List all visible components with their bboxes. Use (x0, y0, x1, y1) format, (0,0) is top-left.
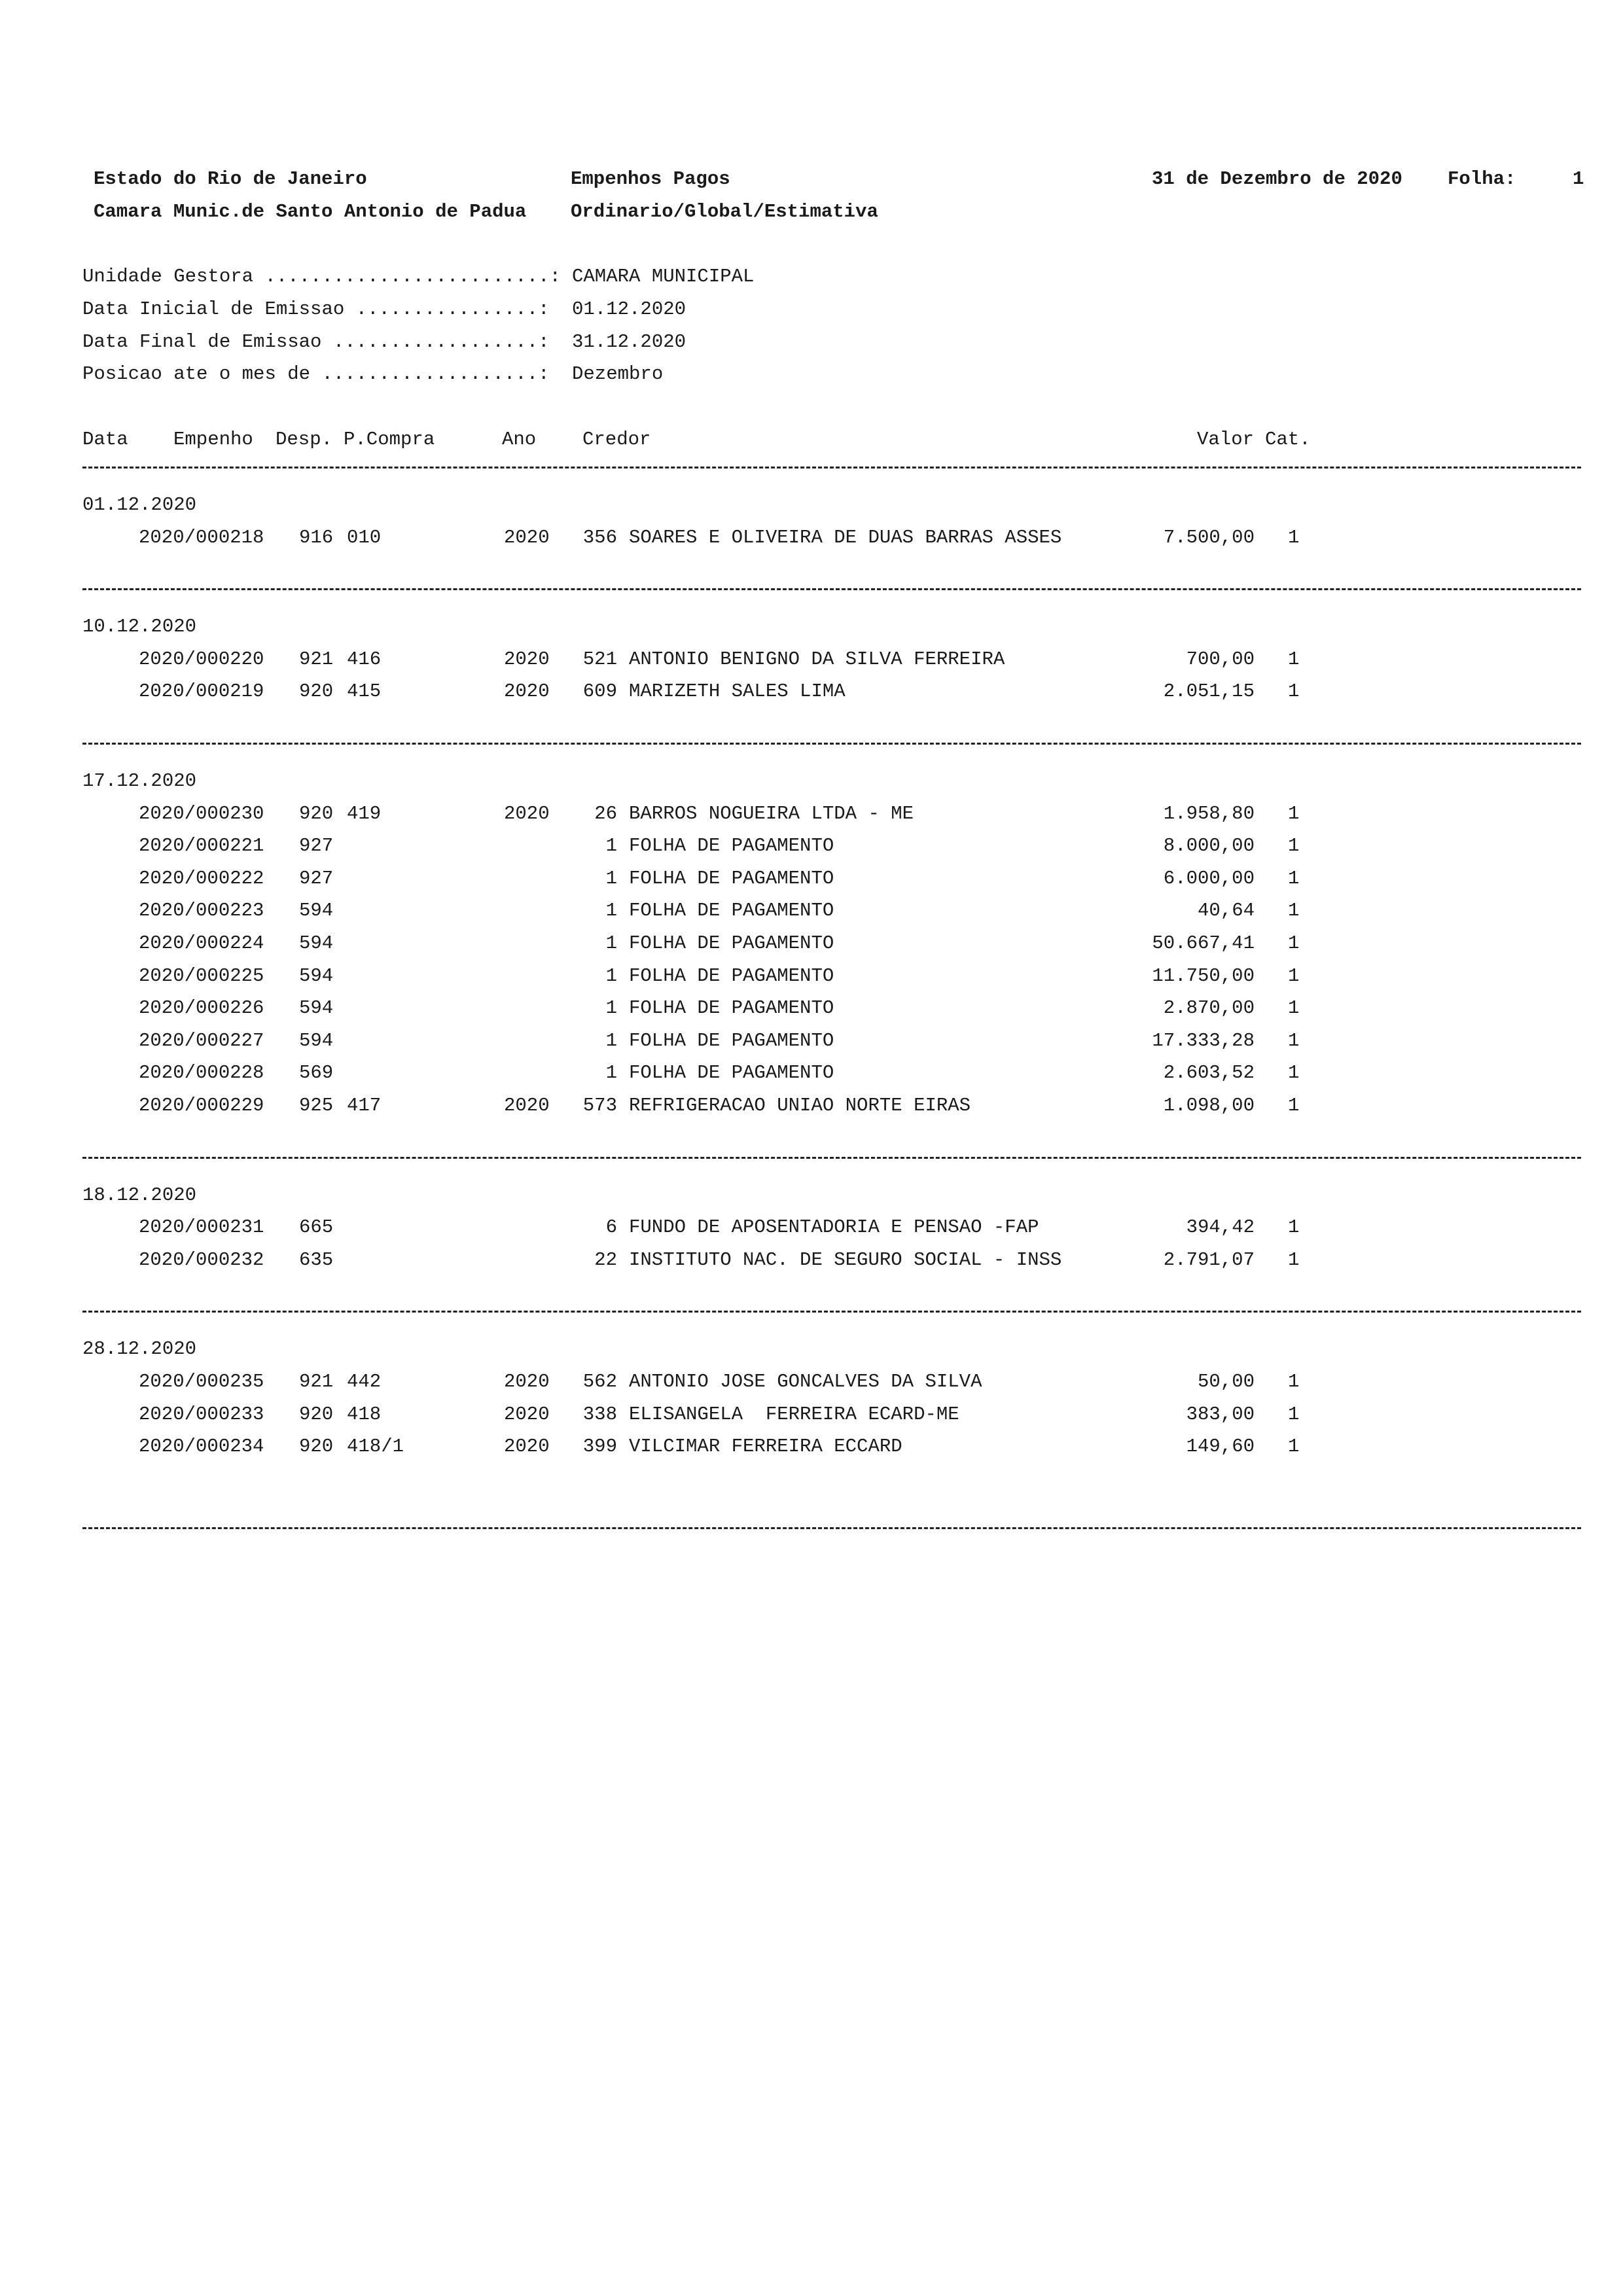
row-cat: 1 (1288, 1216, 1300, 1239)
row-empenho: 2020/000233 (139, 1403, 264, 1425)
row-cat: 1 (1288, 680, 1300, 703)
row-valor: 17.333,28 (1152, 1029, 1255, 1051)
param-posicao-label: Posicao ate o mes de ...................: (82, 363, 550, 385)
row-valor: 1.098,00 (1163, 1095, 1255, 1116)
group-date: 17.12.2020 (82, 770, 197, 792)
row-ano: 2020 (504, 1371, 550, 1392)
row-credor: REFRIGERACAO UNIAO NORTE EIRAS (629, 1095, 971, 1116)
row-cat: 1 (1288, 1248, 1300, 1271)
row-empenho: 2020/000218 (139, 526, 264, 548)
row-pcompra: 418 (347, 1403, 382, 1425)
report-date: 31 de Dezembro de 2020 (1152, 168, 1402, 190)
row-credor-code: 1 (605, 997, 617, 1019)
row-empenho: 2020/000229 (139, 1095, 264, 1116)
col-data: Data (82, 429, 128, 450)
row-ano: 2020 (504, 1403, 550, 1425)
row-desp: 920 (299, 680, 334, 703)
row-valor: 40,64 (1197, 900, 1255, 922)
row-empenho: 2020/000228 (139, 1062, 264, 1084)
row-desp: 920 (299, 1436, 334, 1458)
row-cat: 1 (1288, 964, 1300, 987)
row-valor: 149,60 (1186, 1436, 1255, 1458)
row-pcompra: 010 (347, 526, 382, 548)
row-desp: 920 (299, 1403, 334, 1425)
row-valor: 2.603,52 (1163, 1062, 1255, 1084)
row-cat: 1 (1288, 526, 1300, 548)
row-valor: 2.791,07 (1163, 1248, 1255, 1271)
col-cat: Cat. (1265, 429, 1311, 450)
row-valor: 383,00 (1186, 1403, 1255, 1425)
row-cat: 1 (1288, 1403, 1300, 1425)
group-date: 28.12.2020 (82, 1338, 197, 1360)
group-date: 10.12.2020 (82, 616, 197, 638)
row-ano: 2020 (504, 648, 550, 670)
row-valor: 1.958,80 (1163, 802, 1255, 824)
row-credor: MARIZETH SALES LIMA (629, 680, 846, 703)
row-cat: 1 (1288, 1029, 1300, 1051)
dashed-separator (82, 1157, 1581, 1159)
dashed-separator (82, 467, 1581, 468)
row-valor: 394,42 (1186, 1216, 1255, 1239)
row-credor: VILCIMAR FERREIRA ECCARD (629, 1436, 902, 1458)
row-valor: 2.051,15 (1163, 680, 1255, 703)
param-unidade-value: CAMARA MUNICIPAL (572, 266, 755, 287)
row-cat: 1 (1288, 1436, 1300, 1458)
row-credor-code: 1 (605, 964, 617, 987)
row-credor: FOLHA DE PAGAMENTO (629, 964, 834, 987)
row-ano: 2020 (504, 1436, 550, 1458)
row-credor: FOLHA DE PAGAMENTO (629, 900, 834, 922)
row-valor: 50.667,41 (1152, 932, 1255, 954)
row-desp: 594 (299, 1029, 334, 1051)
row-credor: FOLHA DE PAGAMENTO (629, 1062, 834, 1084)
row-credor: FOLHA DE PAGAMENTO (629, 1029, 834, 1051)
row-desp: 569 (299, 1062, 334, 1084)
row-credor: ANTONIO BENIGNO DA SILVA FERREIRA (629, 648, 1005, 670)
group-date: 01.12.2020 (82, 494, 197, 516)
row-ano: 2020 (504, 1095, 550, 1116)
row-empenho: 2020/000223 (139, 900, 264, 922)
row-desp: 594 (299, 900, 334, 922)
row-credor: FUNDO DE APOSENTADORIA E PENSAO -FAP (629, 1216, 1039, 1239)
row-credor-code: 26 (594, 802, 617, 824)
dashed-separator (82, 588, 1581, 590)
row-credor: FOLHA DE PAGAMENTO (629, 997, 834, 1019)
row-empenho: 2020/000235 (139, 1371, 264, 1392)
row-empenho: 2020/000231 (139, 1216, 264, 1239)
row-cat: 1 (1288, 1062, 1300, 1084)
row-desp: 665 (299, 1216, 334, 1239)
row-desp: 920 (299, 802, 334, 824)
row-credor-code: 356 (582, 526, 617, 548)
row-credor-code: 1 (605, 900, 617, 922)
param-data-final-label: Data Final de Emissao ..................: (82, 331, 550, 353)
row-valor: 7.500,00 (1163, 526, 1255, 548)
dashed-separator (82, 1311, 1581, 1313)
row-valor: 50,00 (1197, 1371, 1255, 1392)
row-desp: 635 (299, 1248, 334, 1271)
row-empenho: 2020/000234 (139, 1436, 264, 1458)
row-cat: 1 (1288, 900, 1300, 922)
group-date: 18.12.2020 (82, 1184, 197, 1206)
row-credor-code: 22 (594, 1248, 617, 1271)
col-desp: Desp. (276, 429, 333, 450)
row-credor-code: 562 (582, 1371, 617, 1392)
entity-name: Camara Munic.de Santo Antonio de Padua (94, 201, 527, 222)
row-credor: BARROS NOGUEIRA LTDA - ME (629, 802, 914, 824)
row-desp: 921 (299, 648, 334, 670)
row-cat: 1 (1288, 1095, 1300, 1116)
row-pcompra: 416 (347, 648, 382, 670)
row-valor: 700,00 (1186, 648, 1255, 670)
row-pcompra: 442 (347, 1371, 382, 1392)
row-desp: 927 (299, 835, 334, 857)
row-ano: 2020 (504, 526, 550, 548)
row-credor: SOARES E OLIVEIRA DE DUAS BARRAS ASSES (629, 526, 1062, 548)
folha-label: Folha: (1448, 168, 1516, 190)
row-credor-code: 521 (582, 648, 617, 670)
row-credor: ELISANGELA FERREIRA ECARD-ME (629, 1403, 959, 1425)
row-desp: 921 (299, 1371, 334, 1392)
folha-number: 1 (1573, 168, 1584, 190)
row-credor-code: 1 (605, 1062, 617, 1084)
row-empenho: 2020/000224 (139, 932, 264, 954)
row-pcompra: 418/1 (347, 1436, 404, 1458)
row-credor-code: 1 (605, 835, 617, 857)
row-ano: 2020 (504, 680, 550, 703)
row-credor: FOLHA DE PAGAMENTO (629, 867, 834, 889)
row-pcompra: 419 (347, 802, 382, 824)
dashed-separator (82, 1527, 1581, 1529)
row-credor: FOLHA DE PAGAMENTO (629, 835, 834, 857)
report-title: Empenhos Pagos (571, 168, 730, 190)
row-valor: 2.870,00 (1163, 997, 1255, 1019)
row-credor-code: 6 (605, 1216, 617, 1239)
row-desp: 925 (299, 1095, 334, 1116)
row-credor-code: 609 (582, 680, 617, 703)
row-empenho: 2020/000227 (139, 1029, 264, 1051)
row-credor-code: 1 (605, 1029, 617, 1051)
row-valor: 8.000,00 (1163, 835, 1255, 857)
row-desp: 916 (299, 526, 334, 548)
col-ano: Ano (502, 429, 537, 450)
param-data-inicial-value: 01.12.2020 (572, 298, 687, 320)
param-data-inicial-label: Data Inicial de Emissao ................: (82, 298, 550, 320)
row-cat: 1 (1288, 648, 1300, 670)
row-empenho: 2020/000221 (139, 835, 264, 857)
row-desp: 927 (299, 867, 334, 889)
row-valor: 6.000,00 (1163, 867, 1255, 889)
row-empenho: 2020/000219 (139, 680, 264, 703)
row-empenho: 2020/000225 (139, 964, 264, 987)
row-desp: 594 (299, 997, 334, 1019)
col-pcompra: P.Compra (344, 429, 435, 450)
row-credor: FOLHA DE PAGAMENTO (629, 932, 834, 954)
row-empenho: 2020/000232 (139, 1248, 264, 1271)
row-desp: 594 (299, 964, 334, 987)
row-empenho: 2020/000226 (139, 997, 264, 1019)
report-subtitle: Ordinario/Global/Estimativa (571, 201, 878, 222)
row-credor-code: 338 (582, 1403, 617, 1425)
row-empenho: 2020/000220 (139, 648, 264, 670)
row-credor-code: 573 (582, 1095, 617, 1116)
col-valor: Valor (1197, 429, 1255, 450)
row-cat: 1 (1288, 997, 1300, 1019)
row-credor-code: 399 (582, 1436, 617, 1458)
row-credor-code: 1 (605, 932, 617, 954)
row-empenho: 2020/000222 (139, 867, 264, 889)
row-credor-code: 1 (605, 867, 617, 889)
row-cat: 1 (1288, 932, 1300, 954)
col-credor: Credor (582, 429, 651, 450)
col-empenho: Empenho (173, 429, 253, 450)
row-pcompra: 415 (347, 680, 382, 703)
state-name: Estado do Rio de Janeiro (94, 168, 367, 190)
row-cat: 1 (1288, 867, 1300, 889)
param-unidade-label: Unidade Gestora .........................: (82, 266, 561, 287)
row-cat: 1 (1288, 1371, 1300, 1392)
param-data-final-value: 31.12.2020 (572, 331, 687, 353)
row-desp: 594 (299, 932, 334, 954)
row-ano: 2020 (504, 802, 550, 824)
row-credor: INSTITUTO NAC. DE SEGURO SOCIAL - INSS (629, 1248, 1062, 1271)
row-cat: 1 (1288, 835, 1300, 857)
row-pcompra: 417 (347, 1095, 382, 1116)
row-cat: 1 (1288, 802, 1300, 824)
row-valor: 11.750,00 (1152, 964, 1255, 987)
row-empenho: 2020/000230 (139, 802, 264, 824)
param-posicao-value: Dezembro (572, 363, 664, 385)
dashed-separator (82, 743, 1581, 745)
row-credor: ANTONIO JOSE GONCALVES DA SILVA (629, 1371, 982, 1392)
